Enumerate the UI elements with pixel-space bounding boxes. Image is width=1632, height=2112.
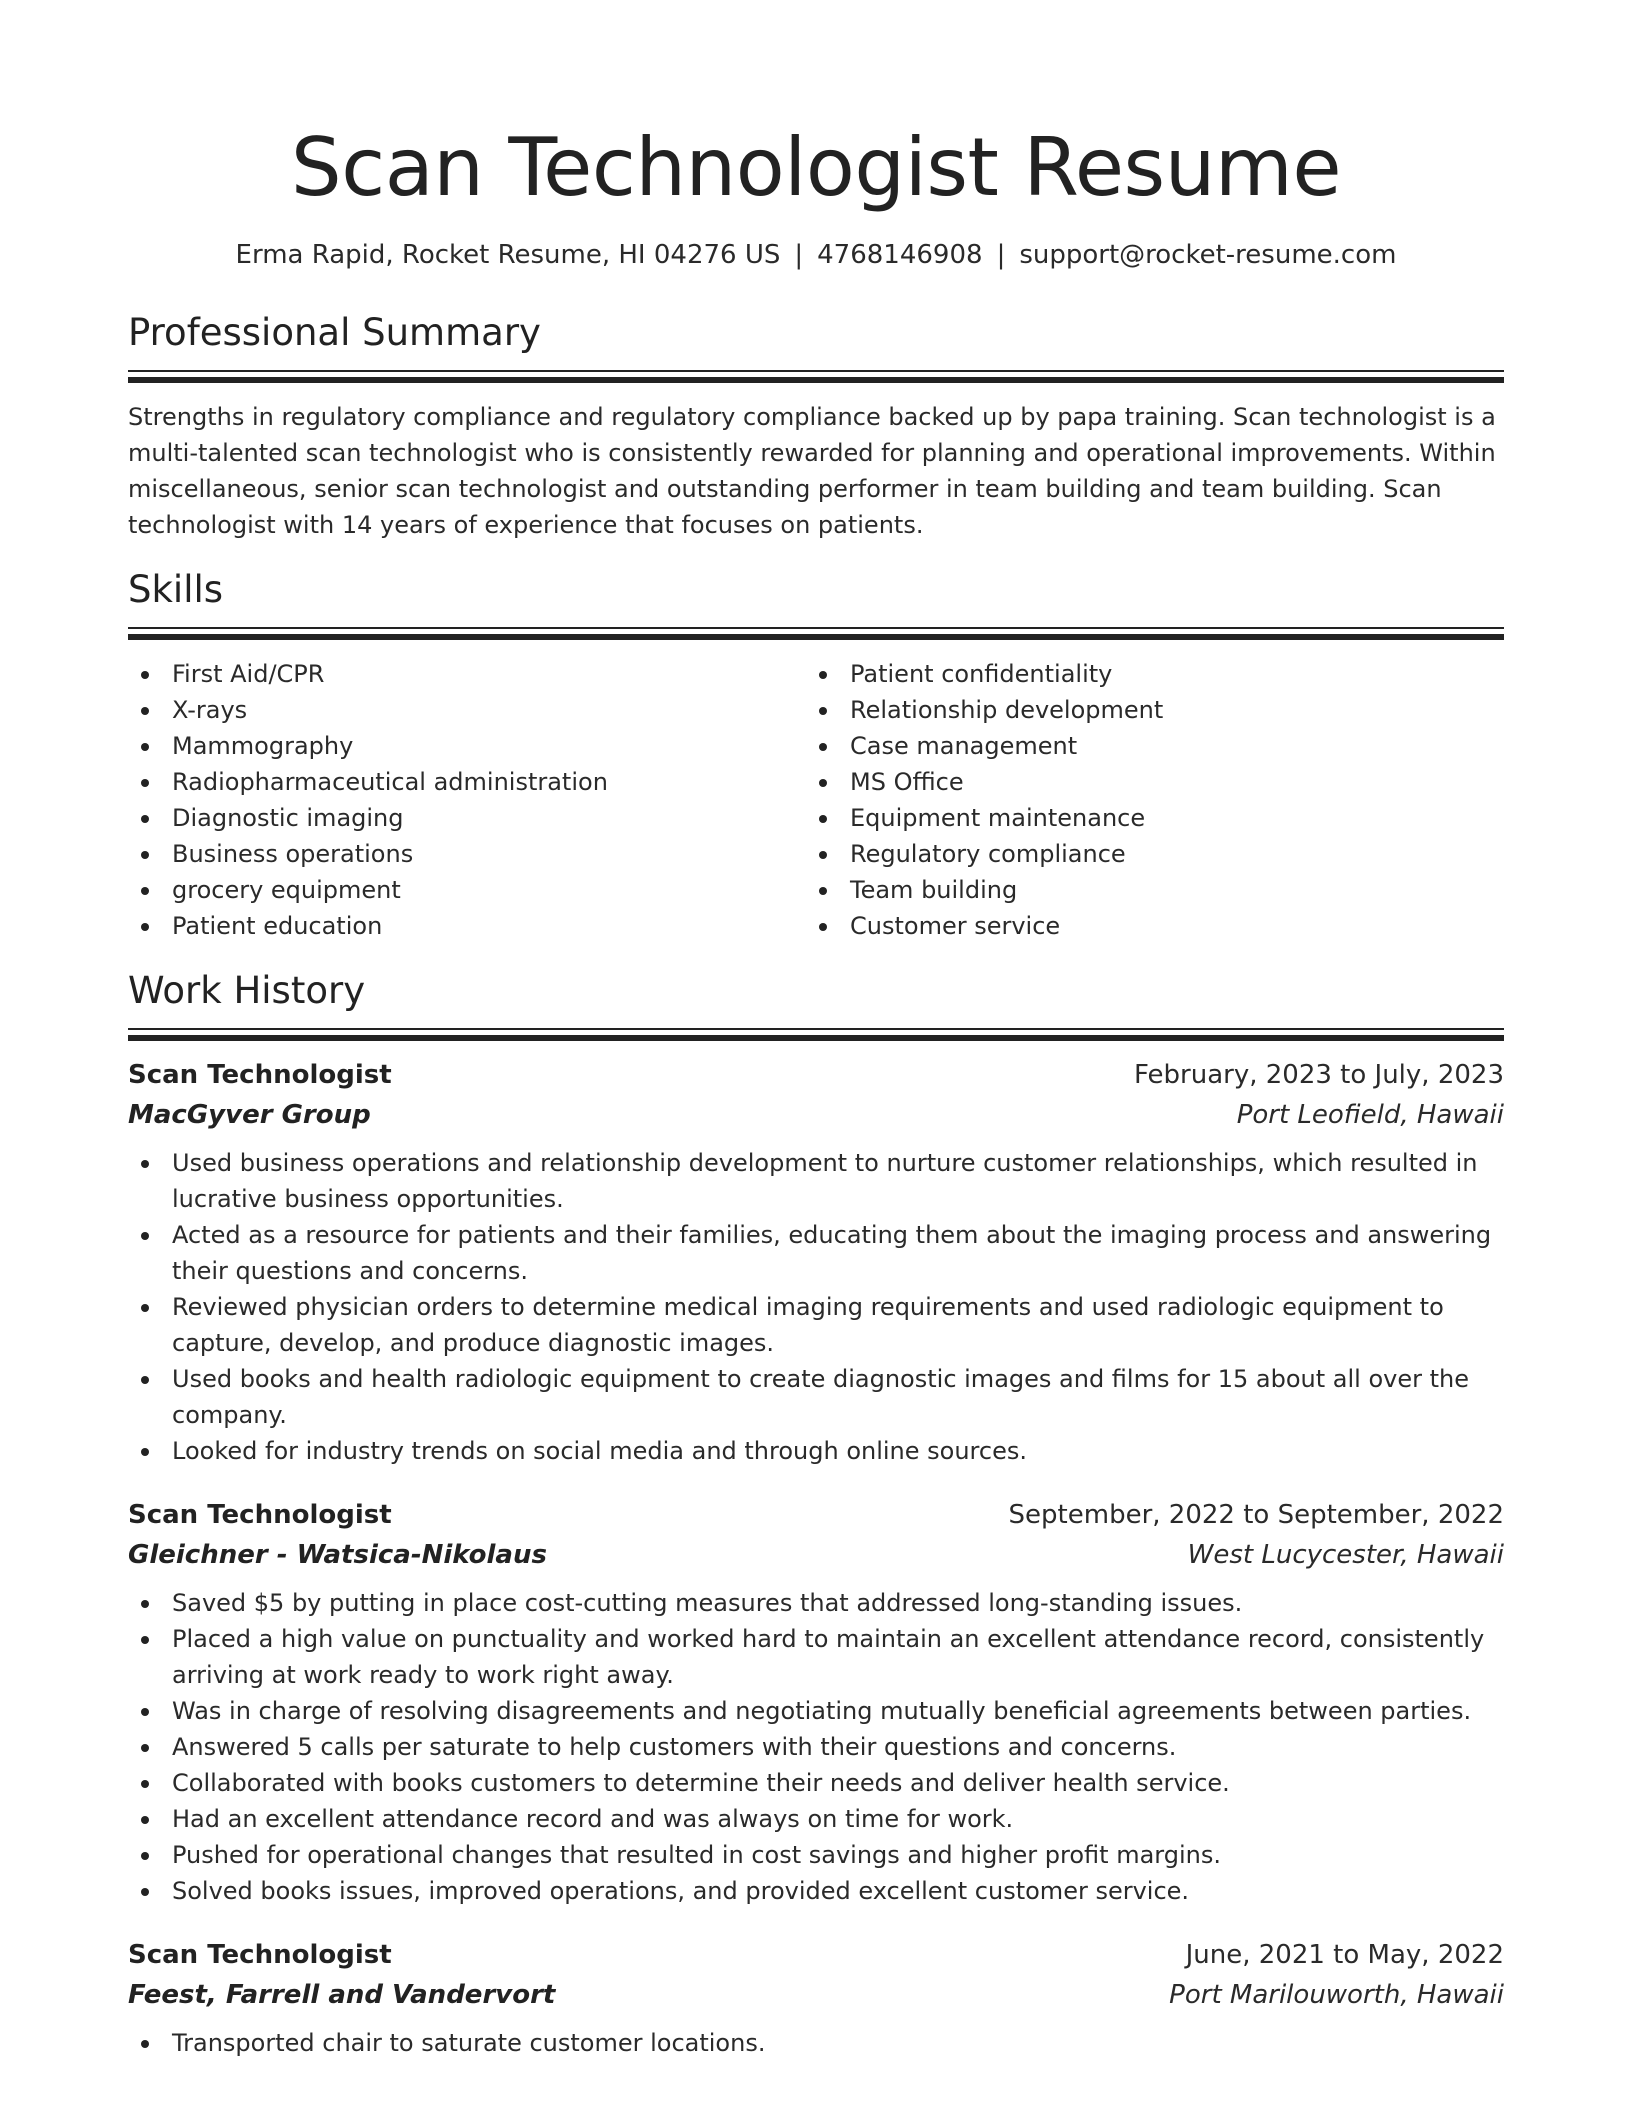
contact-phone: 4768146908: [817, 240, 983, 270]
job-company: Feest, Farrell and Vandervort: [128, 1980, 556, 2010]
skills-heading: Skills: [128, 568, 224, 611]
job-location: Port Marilouworth, Hawaii: [1169, 1980, 1504, 2010]
job-title: Scan Technologist: [128, 1060, 392, 1090]
job-dates: February, 2023 to July, 2023: [1134, 1060, 1504, 1090]
section-divider: [128, 627, 1504, 642]
contact-separator: |: [794, 240, 804, 270]
job-location: West Lucycester, Hawaii: [1187, 1540, 1504, 1570]
job-list: [128, 1055, 1504, 2061]
skill-item: Radiopharmaceutical administration: [128, 764, 806, 800]
job-bullet: Was in charge of resolving disagreements and negotiating mutually beneficial agreements between parties.: [128, 1693, 1504, 1729]
contact-address: Erma Rapid, Rocket Resume, HI 04276 US: [235, 240, 781, 270]
job-bullet: Placed a high value on punctuality and worked hard to maintain an excellent attendance record, consistently arriving at work ready to work right away.: [128, 1621, 1504, 1693]
work-heading: Work History: [128, 969, 366, 1012]
job-bullet: Pushed for operational changes that resulted in cost savings and higher profit margins.: [128, 1837, 1504, 1873]
skills-list-left: [128, 656, 806, 944]
skill-item: X-rays: [128, 692, 806, 728]
job-bullet: Transported chair to saturate customer locations.: [128, 2025, 1504, 2061]
job-location: Port Leofield, Hawaii: [1236, 1100, 1504, 1130]
job-bullet: Saved $5 by putting in place cost-cutting measures that addressed long-standing issues.: [128, 1585, 1504, 1621]
skill-item: First Aid/CPR: [128, 656, 806, 692]
job-title: Scan Technologist: [128, 1940, 392, 1970]
summary-heading: Professional Summary: [128, 311, 541, 354]
job-company-row: [128, 1975, 1504, 2015]
contact-email[interactable]: support@rocket-resume.com: [1019, 240, 1397, 270]
summary-text: Strengths in regulatory compliance and regulatory compliance backed up by papa training. Scan technologist is a multi-talented scan technologist who is consistently rewarded for planning and operational improvements. Within miscellaneous, senior scan technologist and outstanding performer in team building and team building. Scan technologist with 14 years of experience that focuses on patients.: [128, 403, 1496, 539]
section-divider: [128, 1028, 1504, 1043]
job-bullet: Acted as a resource for patients and their families, educating them about the imaging process and answering their questions and concerns.: [128, 1217, 1504, 1289]
job-dates: September, 2022 to September, 2022: [1008, 1500, 1504, 1530]
skill-item: Customer service: [806, 908, 1484, 944]
job-company: Gleichner - Watsica-Nikolaus: [128, 1540, 547, 1570]
job-bullet: Used books and health radiologic equipment to create diagnostic images and films for 15 about all over the company.: [128, 1361, 1504, 1433]
job-bullet-list: [128, 2025, 1504, 2061]
job-bullet: Looked for industry trends on social media and through online sources.: [128, 1433, 1504, 1469]
skill-item: Equipment maintenance: [806, 800, 1484, 836]
skill-item: Patient education: [128, 908, 806, 944]
section-divider: [128, 370, 1504, 385]
contact-separator: |: [996, 240, 1006, 270]
skill-item: Team building: [806, 872, 1484, 908]
job-header-row: [128, 1055, 1504, 1095]
job-entry: [128, 1055, 1504, 1469]
job-dates: June, 2021 to May, 2022: [1185, 1940, 1504, 1970]
skill-item: Relationship development: [806, 692, 1484, 728]
job-bullet: Used business operations and relationship development to nurture customer relationships, which resulted in lucrative business opportunities.: [128, 1145, 1504, 1217]
skills-columns: [128, 656, 1504, 944]
job-company-row: [128, 1535, 1504, 1575]
job-bullet: Answered 5 calls per saturate to help customers with their questions and concerns.: [128, 1729, 1504, 1765]
summary-section: [128, 310, 1504, 543]
skill-item: Diagnostic imaging: [128, 800, 806, 836]
skill-item: grocery equipment: [128, 872, 806, 908]
skill-item: Business operations: [128, 836, 806, 872]
job-bullet: Reviewed physician orders to determine medical imaging requirements and used radiologic equipment to capture, develop, and produce diagnostic images.: [128, 1289, 1504, 1361]
job-bullet-list: [128, 1585, 1504, 1909]
job-title: Scan Technologist: [128, 1500, 392, 1530]
skill-item: Regulatory compliance: [806, 836, 1484, 872]
job-company: MacGyver Group: [128, 1100, 371, 1130]
job-entry: [128, 1495, 1504, 1909]
skills-section: [128, 567, 1504, 944]
skill-item: Case management: [806, 728, 1484, 764]
job-bullet: Had an excellent attendance record and was always on time for work.: [128, 1801, 1504, 1837]
job-header-row: [128, 1495, 1504, 1535]
skill-item: Patient confidentiality: [806, 656, 1484, 692]
job-bullet: Solved books issues, improved operations, and provided excellent customer service.: [128, 1873, 1504, 1909]
job-bullet-list: [128, 1145, 1504, 1469]
resume-title: Scan Technologist Resume: [290, 121, 1342, 214]
skills-list-right: [806, 656, 1484, 944]
job-company-row: [128, 1095, 1504, 1135]
resume-content: [128, 0, 1504, 2061]
job-bullet: Collaborated with books customers to determine their needs and deliver health service.: [128, 1765, 1504, 1801]
contact-line: [128, 238, 1504, 272]
skill-item: MS Office: [806, 764, 1484, 800]
skill-item: Mammography: [128, 728, 806, 764]
job-header-row: [128, 1935, 1504, 1975]
job-entry: [128, 1935, 1504, 2061]
work-section: [128, 968, 1504, 2061]
